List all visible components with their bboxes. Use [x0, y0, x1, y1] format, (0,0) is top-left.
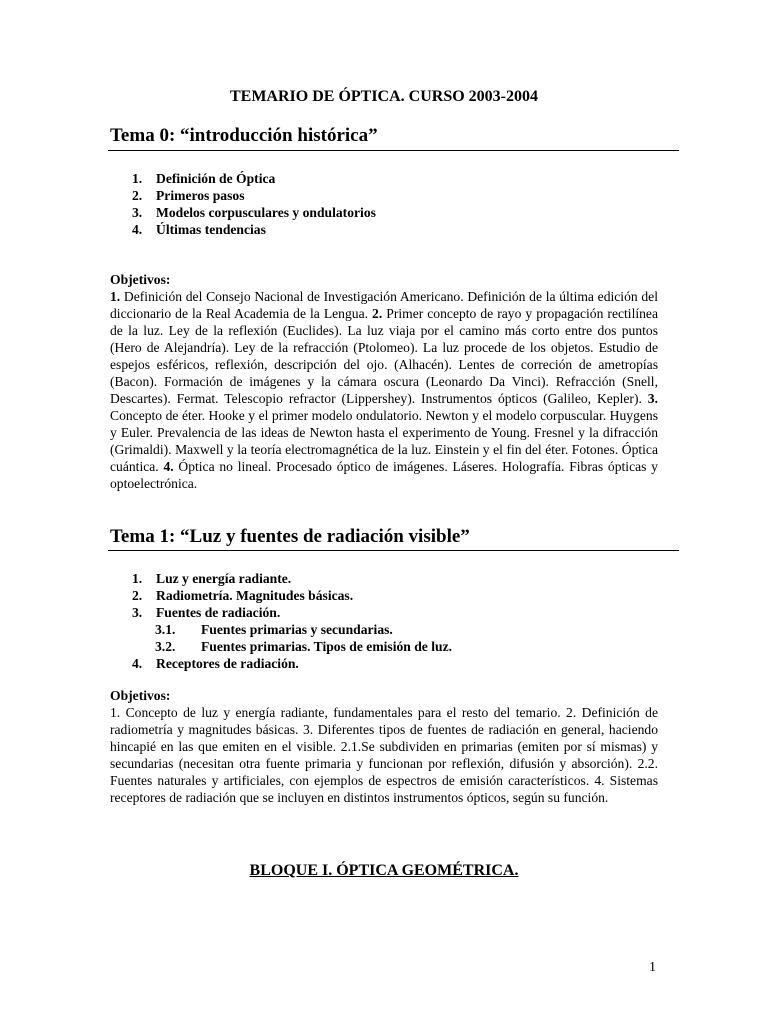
list-item [132, 187, 376, 204]
tema0-objectives-text [110, 288, 658, 492]
list-label: Definición de Óptica [156, 171, 276, 186]
list-item [132, 170, 376, 187]
tema1-objectives-label: Objetivos: [110, 688, 171, 703]
list-number: 4. [132, 222, 143, 237]
list-label: Primeros pasos [156, 188, 245, 203]
objective-number: 4. [163, 459, 174, 474]
tema1-topic-list [132, 570, 452, 672]
tema1-objectives-text: 1. Concepto de luz y energía radiante, fundamentales para el resto del temario. 2. Definición de radiometría y magnitudes básicas. 3. Diferentes tipos de fuentes de radiación en general, haciendo hincapié en las que emiten en el visible. 2.1.Se subdividen en primarias (emiten por sí mismas) y secundarias (necesitan otra fuente primaria y funcionan por reflexión, difusión y absorción). 2.2. Fuentes naturales y artificiales, con ejemplos de espectros de emisión característicos. 4. Sistemas receptores de radiación que se incluyen en distintos instrumentos ópticos, según su función. [110, 705, 658, 805]
list-label: Fuentes de radiación. [156, 605, 281, 620]
objective-number: 3. [647, 391, 658, 406]
list-number: 3.1. [155, 622, 176, 637]
objective-text: Definición del Consejo Nacional de Investigación Americano. Definición de la última edición del diccionario de la Real Academia de la Lengua. [110, 289, 658, 321]
list-item [132, 570, 452, 587]
objective-number: 1. [110, 289, 121, 304]
list-number: 4. [132, 656, 143, 671]
list-number: 3.2. [155, 639, 176, 654]
tema1-divider [108, 550, 679, 551]
list-item [132, 655, 452, 672]
list-label: Modelos corpusculares y ondulatorios [156, 205, 376, 220]
tema0-divider [108, 150, 679, 151]
list-item [132, 638, 452, 655]
list-item [132, 587, 452, 604]
list-label: Radiometría. Magnitudes básicas. [156, 588, 354, 603]
list-item [132, 621, 452, 638]
list-label: Últimas tendencias [156, 222, 266, 237]
list-item [132, 604, 452, 621]
block-title: BLOQUE I. ÓPTICA GEOMÉTRICA. [249, 862, 519, 879]
list-number: 2. [132, 188, 143, 203]
objective-text: Óptica no lineal. Procesado óptico de imágenes. Láseres. Holografía. Fibras ópticas y optoelectrónica. [110, 459, 658, 491]
objective-number: 2. [372, 306, 383, 321]
list-item [132, 204, 376, 221]
objective-text: Primer concepto de rayo y propagación rectilínea de la luz. Ley de la reflexión (Euclides). La luz viaja por el camino más corto entre dos puntos (Hero de Alejandría). Ley de la refracción (Ptolomeo). La luz procede de los objetos. Estudio de espejos esféricos, reflexión, descripción del ojo. (Alhacén). Lentes de correción de ametropías (Bacon). Formación de imágenes y la cámara oscura (Leonardo Da Vinci). Refracción (Snell, Descartes). Fermat. Telescopio refractor (Lippershey). Instrumentos ópticos (Galileo, Kepler). [110, 306, 658, 406]
tema0-heading: Tema 0: “introducción histórica” [110, 125, 378, 146]
list-number: 3. [132, 205, 143, 220]
list-label: Receptores de radiación. [156, 656, 299, 671]
list-label: Luz y energía radiante. [156, 571, 292, 586]
list-number: 3. [132, 605, 143, 620]
tema0-objectives-label: Objetivos: [110, 272, 171, 287]
list-number: 1. [132, 571, 143, 586]
list-number: 1. [132, 171, 143, 186]
objective-text: Concepto de éter. Hooke y el primer modelo ondulatorio. Newton y el modelo corpuscular. Huygens y Euler. Prevalencia de las ideas de Newton hasta el experimento de Young. Fresnel y la difracción (Grimaldi). Maxwell y la teoría electromagnética de la luz. Einstein y el fin del éter. Fotones. Óptica cuántica. [110, 408, 658, 474]
page-number: 1 [649, 960, 656, 975]
document-title: TEMARIO DE ÓPTICA. CURSO 2003-2004 [229, 88, 538, 105]
list-label: Fuentes primarias. Tipos de emisión de luz. [201, 639, 452, 654]
tema1-heading: Tema 1: “Luz y fuentes de radiación visible” [110, 526, 470, 547]
tema0-topic-list [132, 170, 376, 238]
list-label: Fuentes primarias y secundarias. [201, 622, 393, 637]
list-number: 2. [132, 588, 143, 603]
list-item [132, 221, 376, 238]
